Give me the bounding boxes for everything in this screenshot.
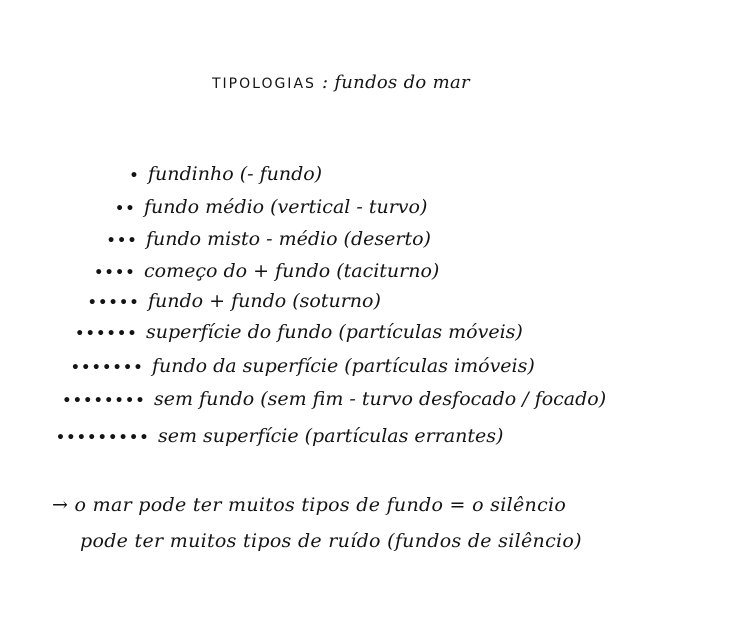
depth-dots: •••• [94, 265, 136, 281]
item-text: sem fundo (sem fim - turvo desfocado / focado) [154, 388, 607, 410]
depth-dots: • [129, 168, 140, 184]
depth-dots: ••••••• [70, 360, 144, 376]
item-text: fundo misto - médio (deserto) [146, 228, 431, 250]
item-text: superfície do fundo (partículas móveis) [146, 321, 523, 343]
depth-dots: •• [115, 201, 136, 217]
depth-dots: •••••• [75, 326, 138, 342]
list-item [62, 286, 381, 316]
depth-dots: ••• [106, 233, 138, 249]
note-line-2: pode ter muitos tipos de ruído (fundos de silêncio) [80, 530, 582, 552]
list-item [62, 159, 322, 189]
note-line-1: → o mar pode ter muitos tipos de fundo = o silêncio [52, 494, 567, 516]
list-item [58, 192, 427, 222]
depth-dots: ••••••••• [55, 430, 150, 446]
item-text: começo do + fundo (taciturno) [144, 260, 440, 282]
title-rest: : fundos do mar [321, 72, 470, 93]
item-text: sem superfície (partículas errantes) [158, 425, 504, 447]
list-item [58, 256, 439, 286]
item-text: fundo da superfície (partículas imóveis) [152, 355, 535, 377]
item-text: fundo + fundo (soturno) [148, 290, 381, 312]
depth-dots: •••••••• [62, 393, 146, 409]
page-title [212, 72, 470, 93]
title-caps: TIPOLOGIAS [212, 76, 316, 92]
list-item [56, 384, 606, 414]
item-text: fundinho (- fundo) [148, 163, 323, 185]
list-item [46, 421, 503, 451]
list-item [60, 351, 535, 381]
item-text: fundo médio (vertical - turvo) [144, 196, 428, 218]
depth-dots: ••••• [87, 295, 140, 311]
list-item [60, 224, 431, 254]
list-item [60, 317, 523, 347]
